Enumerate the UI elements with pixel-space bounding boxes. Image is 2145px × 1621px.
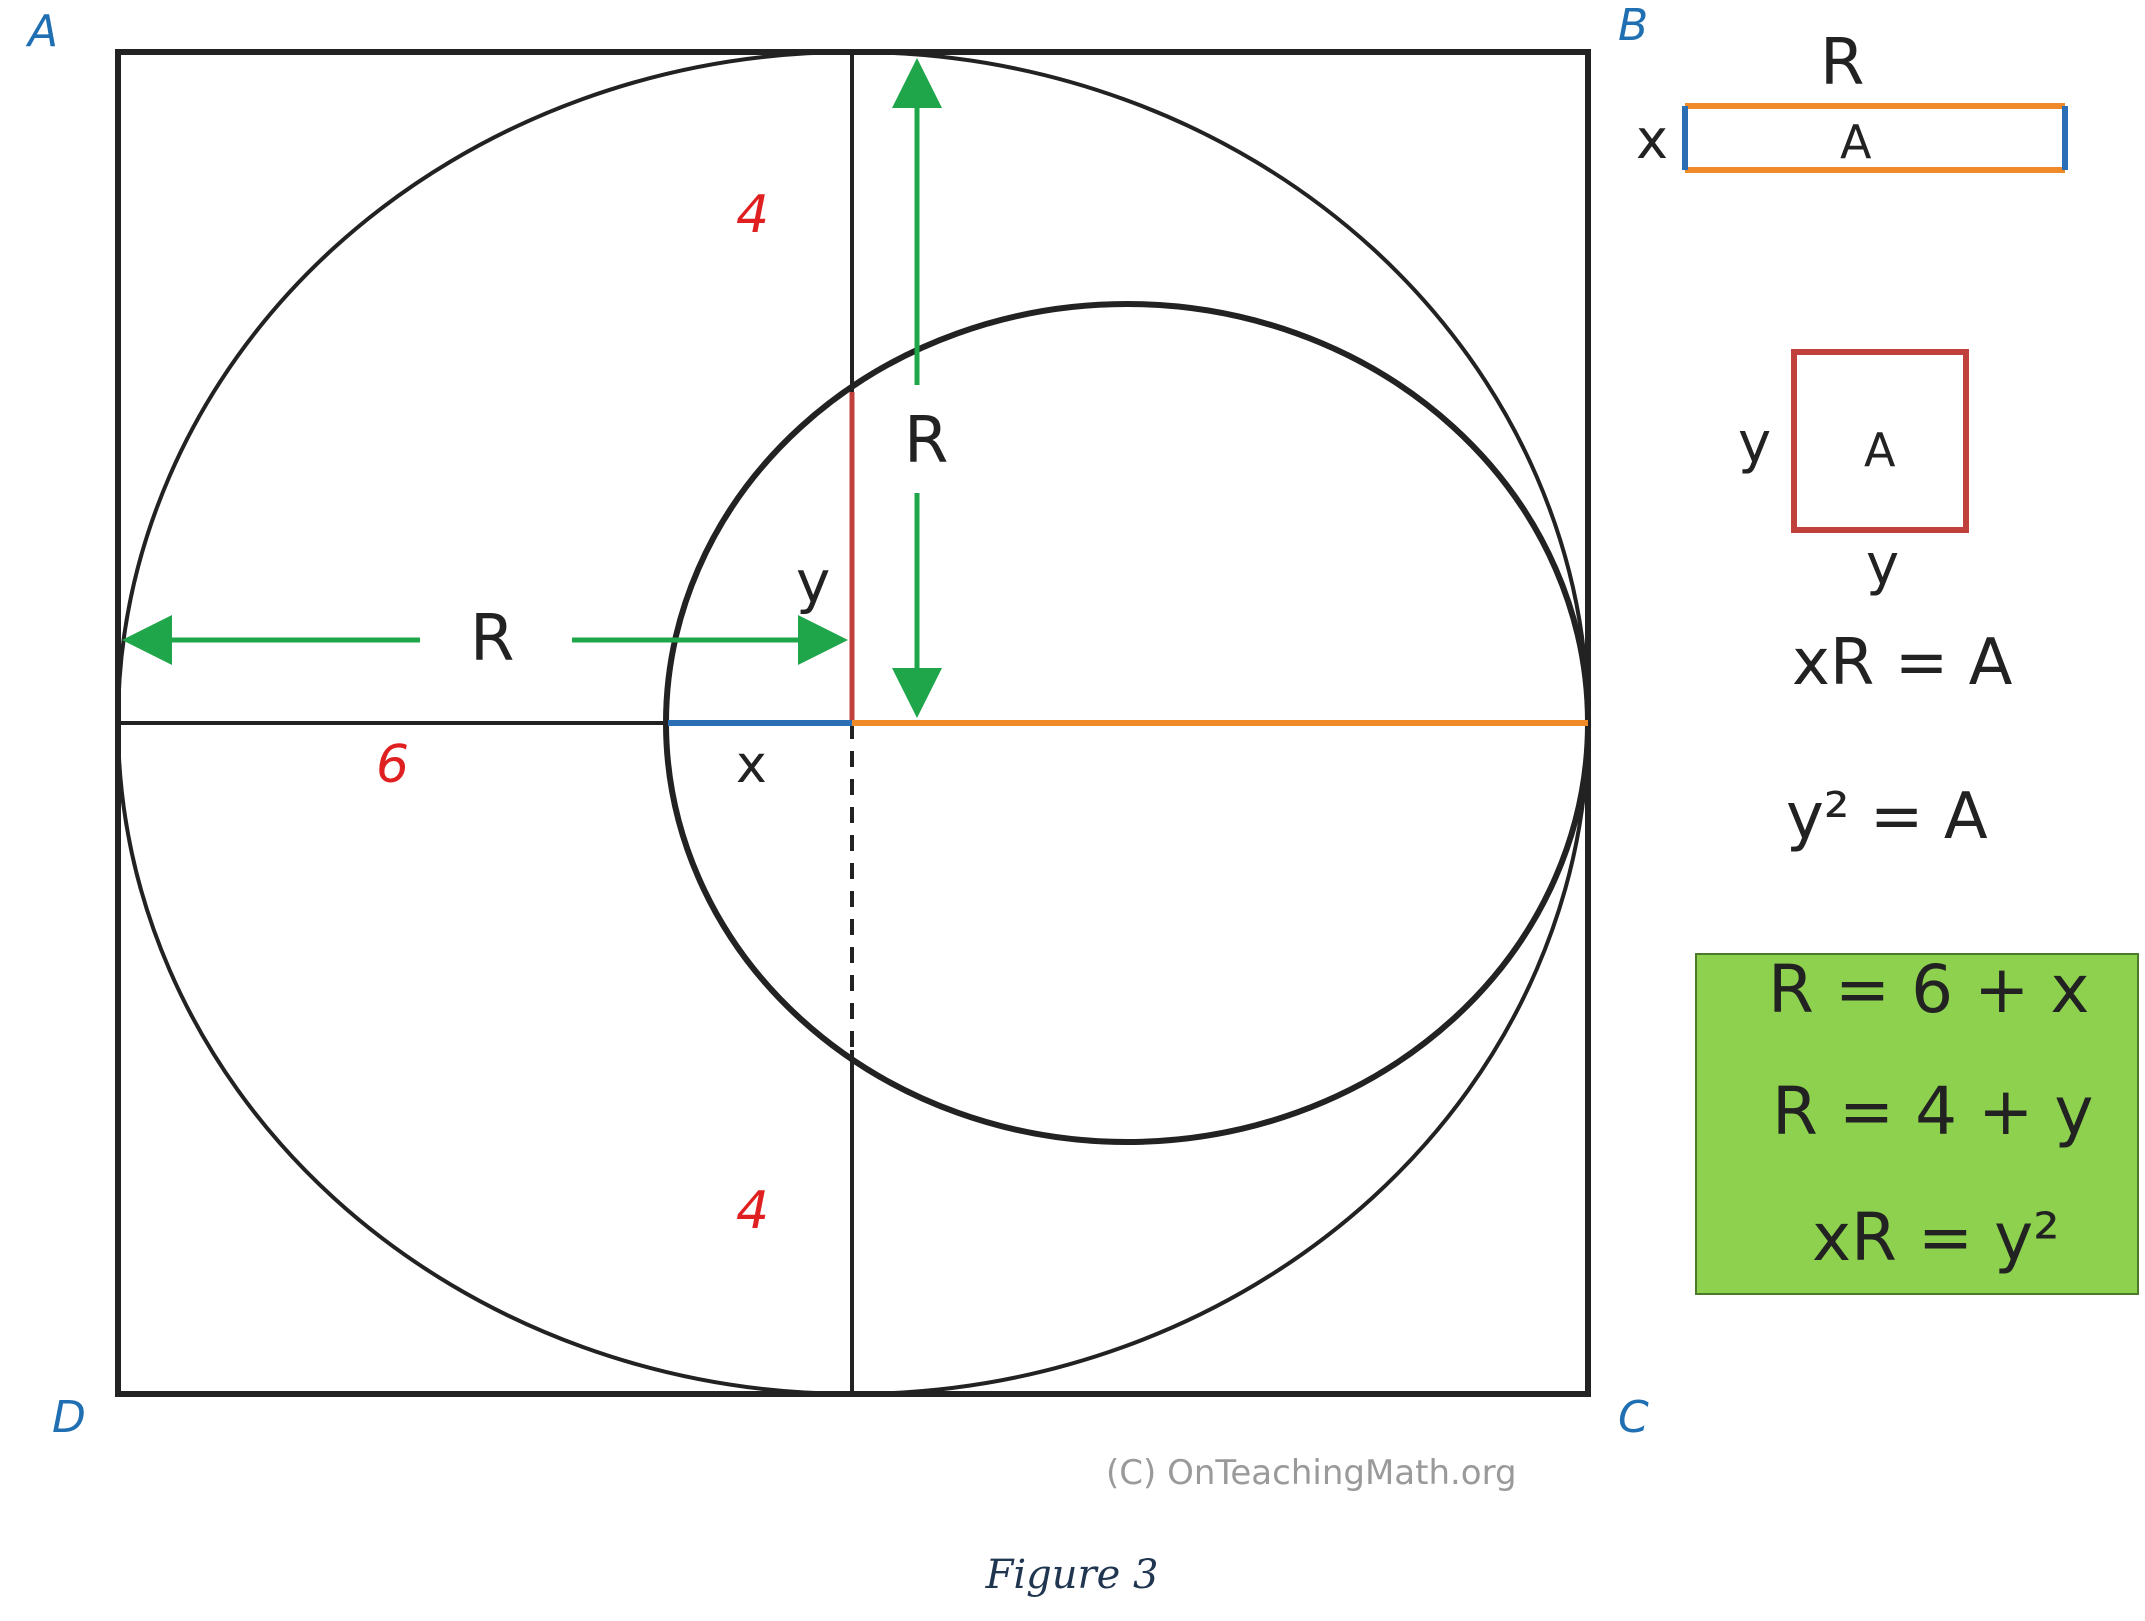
rect-legend-top-label: R [1820,26,1865,100]
equation-rect-area: xR = A [1792,626,2013,700]
given-top: 4 [736,185,770,245]
square-legend-side-label: y [1738,411,1772,476]
watermark: (C) OnTeachingMath.org [1106,1453,1517,1493]
label-r-vertical: R [904,404,949,478]
label-r-horizontal: R [470,602,515,676]
square-legend-bottom-label: y [1866,533,1900,598]
vertex-label-b: B [1618,0,1649,51]
square-legend-inner-label: A [1864,423,1896,477]
label-y-chord: y [796,548,831,616]
vertex-label-a: A [28,6,59,57]
figure-caption: Figure 3 [985,1552,1159,1598]
rect-legend-side-label: x [1636,108,1668,171]
rect-legend-inner-label: A [1840,115,1872,169]
label-x-gap: x [736,735,767,795]
equation-square-area: y² = A [1786,780,1988,854]
summary-line-2: R = 4 + y [1772,1073,2094,1150]
vertex-label-c: C [1618,1392,1649,1443]
given-bottom: 4 [736,1181,770,1241]
given-left: 6 [376,735,410,795]
vertex-label-d: D [52,1392,86,1443]
summary-line-1: R = 6 + x [1768,951,2090,1028]
summary-line-3: xR = y² [1812,1199,2060,1276]
